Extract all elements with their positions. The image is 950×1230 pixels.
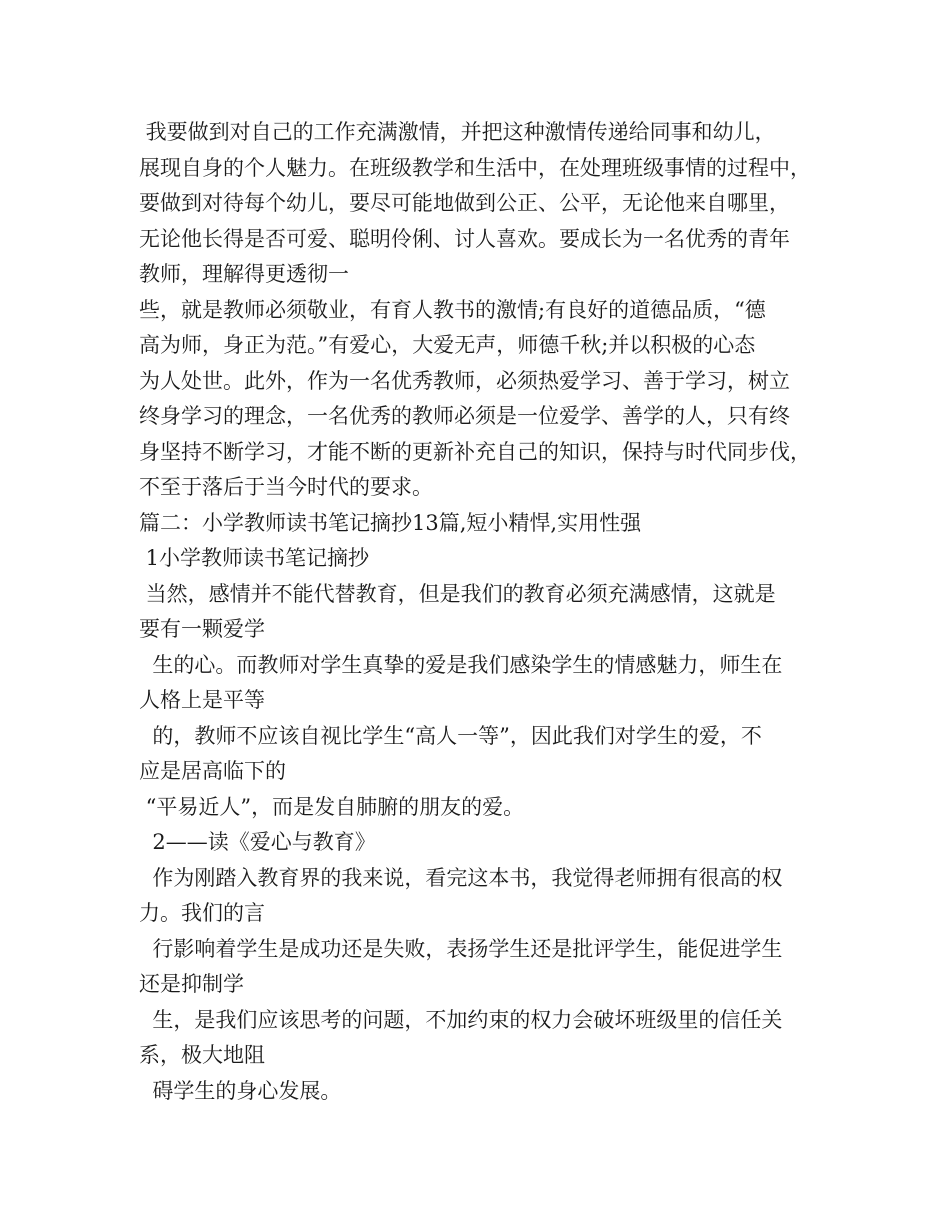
text-line: 生，是我们应该思考的问题，不加约束的权力会破坏班级里的信任关 xyxy=(139,1007,783,1032)
text-line: 些，就是教师必须敬业，有育人教书的激情;有良好的道德品质，“德 xyxy=(139,297,766,322)
text-line: 碍学生的身心发展。 xyxy=(139,1078,342,1103)
text-line: 系，极大地阻 xyxy=(139,1043,265,1067)
text-line: 要有一颗爱学 xyxy=(139,617,265,641)
text-line: 要做到对待每个幼儿，要尽可能地做到公正、公平，无论他来自哪里， xyxy=(139,191,790,215)
text-line: 无论他长得是否可爱、聪明伶俐、讨人喜欢。要成长为一名优秀的青年 xyxy=(139,226,790,251)
text-line: “平易近人”，而是发自肺腑的朋友的爱。 xyxy=(139,794,525,819)
subsection-heading: 2——读《爱心与教育》 xyxy=(139,830,376,854)
text-line: 教师，理解得更透彻一 xyxy=(139,262,349,286)
text-line: 应是居高临下的 xyxy=(139,759,286,783)
text-line: 不至于落后于当今时代的要求。 xyxy=(139,475,433,499)
section-heading: 篇二：小学教师读书笔记摘抄13篇,短小精悍,实用性强 xyxy=(139,510,642,535)
text-line: 的，教师不应该自视比学生“高人一等”，因此我们对学生的爱，不 xyxy=(139,723,762,748)
text-line: 生的心。而教师对学生真挚的爱是我们感染学生的情感魅力，师生在 xyxy=(139,652,783,677)
text-line: 展现自身的个人魅力。在班级教学和生活中，在处理班级事情的过程中， xyxy=(139,155,811,180)
text-line: 当然，感情并不能代替教育，但是我们的教育必须充满感情，这就是 xyxy=(139,581,776,606)
text-line: 力。我们的言 xyxy=(139,901,265,925)
text-line: 人格上是平等 xyxy=(139,688,265,712)
text-line: 作为刚踏入教育界的我来说，看完这本书，我觉得老师拥有很高的权 xyxy=(139,865,783,890)
text-line: 身坚持不断学习，才能不断的更新补充自己的知识，保持与时代同步伐， xyxy=(139,439,811,464)
text-line: 行影响着学生是成功还是失败，表扬学生还是批评学生，能促进学生 xyxy=(139,936,783,961)
text-line: 还是抑制学 xyxy=(139,972,244,996)
text-line: 高为师，身正为范。”有爱心，大爱无声，师德千秋;并以积极的心态 xyxy=(139,333,756,357)
document-body xyxy=(139,115,829,1109)
text-line: 终身学习的理念，一名优秀的教师必须是一位爱学、善学的人，只有终 xyxy=(139,404,790,428)
text-line: 我要做到对自己的工作充满激情，并把这种激情传递给同事和幼儿， xyxy=(139,120,776,144)
text-line: 为人处世。此外，作为一名优秀教师，必须热爱学习、善于学习，树立 xyxy=(139,368,790,393)
subsection-heading: 1小学教师读书笔记摘抄 xyxy=(139,546,370,570)
